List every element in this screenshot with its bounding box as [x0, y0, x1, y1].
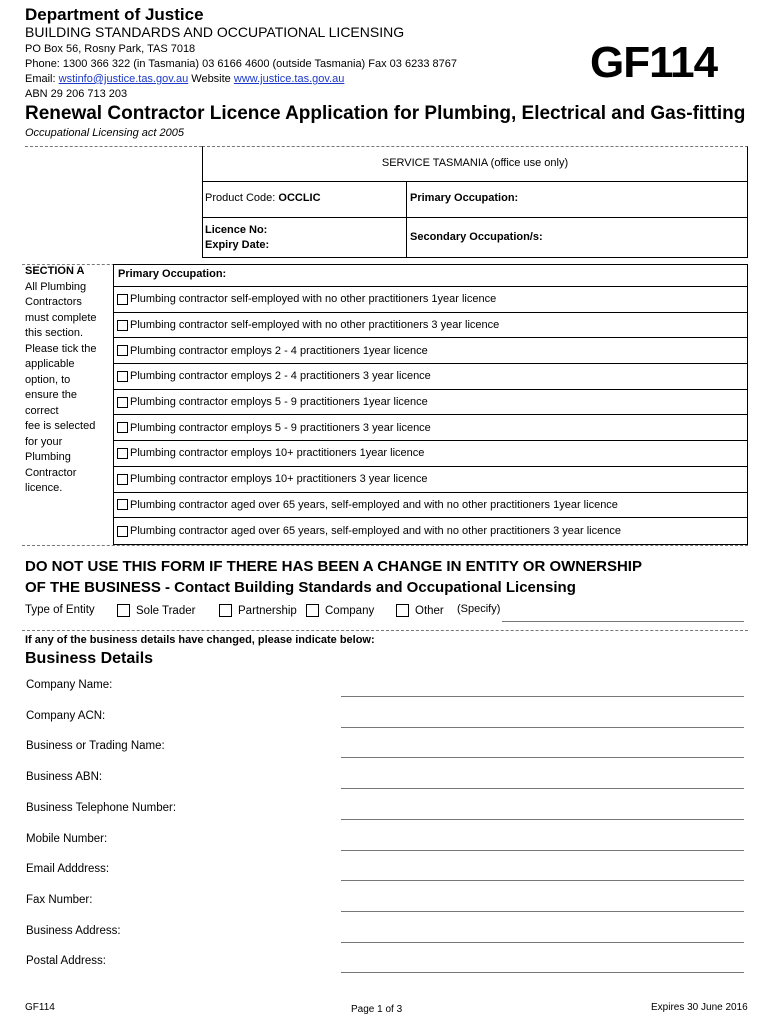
form-code: GF114: [590, 38, 718, 87]
contact-block: [25, 42, 457, 102]
primary-occupation-option[interactable]: [114, 313, 747, 339]
footer-expiry: Expires 30 June 2016: [651, 1002, 748, 1013]
specify-input-line[interactable]: [502, 621, 744, 622]
email-link[interactable]: wstinfo@justice.tas.gov.au: [58, 73, 189, 85]
section-a-text-line: ensure the: [25, 389, 77, 401]
option-label: Plumbing contractor self-employed with no other practitioners 1year licence: [130, 293, 497, 306]
form-subtitle: Occupational Licensing act 2005: [25, 127, 184, 139]
business-field-input-line[interactable]: [341, 757, 744, 758]
business-field-label: Email Adddress:: [26, 863, 110, 876]
option-label: Plumbing contractor aged over 65 years, self-employed and with no other practitioners 3 year licence: [130, 525, 621, 538]
business-field-label: Fax Number:: [26, 893, 93, 906]
divider: [22, 630, 748, 631]
business-field-input-line[interactable]: [341, 942, 744, 943]
option-label: Plumbing contractor aged over 65 years, self-employed and with no other practitioners 1year licence: [130, 498, 618, 511]
checkbox[interactable]: [219, 604, 232, 617]
product-code-cell: [203, 182, 407, 218]
checkbox[interactable]: [117, 499, 128, 510]
section-a-text-line: applicable: [25, 358, 75, 370]
checkbox[interactable]: [117, 526, 128, 537]
service-tasmania-box: [202, 146, 748, 258]
business-field-label: Business Address:: [26, 924, 121, 937]
business-field-label: Postal Address:: [26, 955, 106, 968]
primary-occupation-option[interactable]: [114, 287, 747, 313]
section-a-text-line: Contractor: [25, 466, 77, 479]
primary-occupation-option[interactable]: [114, 441, 747, 467]
primary-occupation-option[interactable]: [114, 518, 747, 544]
entity-option-other[interactable]: [396, 604, 444, 617]
division-name: BUILDING STANDARDS AND OCCUPATIONAL LICENSING: [25, 24, 405, 40]
entity-option-label: Other: [415, 604, 444, 617]
primary-occupation-option[interactable]: [114, 364, 747, 390]
section-a-text-line: for your: [25, 435, 63, 448]
primary-occupation-heading: Primary Occupation:: [114, 265, 747, 287]
warning-notice: [25, 556, 755, 598]
warning-line-2: OF THE BUSINESS - Contact Building Standards and Occupational Licensing: [25, 579, 576, 596]
entity-option-partnership[interactable]: [219, 604, 297, 617]
business-field-input-line[interactable]: [341, 788, 744, 789]
product-code-value: OCCLIC: [278, 192, 321, 204]
entity-option-label: Sole Trader: [136, 604, 196, 617]
entity-option-label: Company: [325, 604, 375, 617]
footer-form-code: GF114: [25, 1002, 55, 1013]
section-a-text-line: this section.: [25, 327, 84, 339]
expiry-date-label: Expiry Date:: [205, 239, 270, 251]
section-a-title: SECTION A: [25, 265, 85, 277]
business-details-heading: Business Details: [25, 650, 154, 667]
secondary-occupation-cell[interactable]: Secondary Occupation/s:: [410, 231, 543, 243]
business-field-input-line[interactable]: [341, 972, 744, 973]
primary-occupation-table: [113, 264, 748, 545]
section-a-text-line: must complete: [25, 311, 97, 324]
section-a-instructions: [25, 264, 113, 497]
warning-line-1: DO NOT USE THIS FORM IF THERE HAS BEEN A CHANGE IN ENTITY OR OWNERSHIP: [25, 558, 642, 575]
checkbox[interactable]: [117, 320, 128, 331]
checkbox[interactable]: [117, 345, 128, 356]
entity-option-label: Partnership: [238, 604, 297, 617]
primary-occupation-option[interactable]: [114, 493, 747, 519]
section-a-text-line: Plumbing: [25, 451, 71, 463]
service-heading: SERVICE TASMANIA (office use only): [203, 147, 747, 182]
checkbox[interactable]: [117, 397, 128, 408]
section-a-text-line: correct: [25, 404, 59, 417]
abn: ABN 29 206 713 203: [25, 88, 128, 100]
section-a-text: [25, 280, 113, 497]
business-field-label: Business ABN:: [26, 771, 103, 784]
section-a-text-line: option, to: [25, 373, 71, 386]
business-field-input-line[interactable]: [341, 819, 744, 820]
po-box: PO Box 56, Rosny Park, TAS 7018: [25, 43, 196, 55]
section-a-text-line: Contractors: [25, 296, 82, 308]
footer-page-number: Page 1 of 3: [351, 1004, 403, 1015]
checkbox[interactable]: [117, 294, 128, 305]
business-field-label: Mobile Number:: [26, 832, 108, 845]
section-a-text-line: Please tick the: [25, 342, 97, 355]
business-field-label: Company Name:: [26, 679, 113, 691]
option-label: Plumbing contractor employs 10+ practitioners 3 year licence: [130, 473, 428, 486]
business-field-input-line[interactable]: [341, 727, 744, 728]
primary-occupation-option[interactable]: [114, 415, 747, 441]
business-field-label: Business Telephone Number:: [26, 801, 177, 814]
option-label: Plumbing contractor employs 5 - 9 practitioners 1year licence: [130, 396, 428, 409]
business-field-input-line[interactable]: [341, 880, 744, 881]
website-label: Website: [191, 73, 231, 85]
checkbox[interactable]: [117, 371, 128, 382]
department-name: Department of Justice: [25, 5, 204, 24]
checkbox[interactable]: [396, 604, 409, 617]
option-label: Plumbing contractor employs 10+ practitioners 1year licence: [130, 447, 425, 460]
business-field-label: Company ACN:: [26, 709, 106, 722]
product-code-label: Product Code:: [205, 192, 276, 204]
option-label: Plumbing contractor employs 2 - 4 practitioners 1year licence: [130, 344, 428, 357]
business-field-input-line[interactable]: [341, 911, 744, 912]
entity-type-label: Type of Entity: [25, 604, 95, 616]
specify-label: (Specify): [457, 603, 501, 615]
option-label: Plumbing contractor employs 5 - 9 practitioners 3 year licence: [130, 421, 431, 434]
checkbox[interactable]: [306, 604, 319, 617]
checkbox[interactable]: [117, 474, 128, 485]
section-a-text-line: All Plumbing: [25, 280, 87, 293]
business-field-input-line[interactable]: [341, 850, 744, 851]
primary-occupation-cell[interactable]: Primary Occupation:: [407, 182, 747, 218]
licence-no-label: Licence No:: [205, 224, 268, 236]
checkbox[interactable]: [117, 448, 128, 459]
business-field-label: Business or Trading Name:: [26, 740, 165, 753]
checkbox[interactable]: [117, 604, 130, 617]
divider: [25, 146, 202, 147]
email-website-line: [25, 72, 457, 87]
change-note: If any of the business details have changed, please indicate below:: [25, 634, 375, 646]
phone-fax: Phone: 1300 366 322 (in Tasmania) 03 6166 4600 (outside Tasmania) Fax 03 6233 8767: [25, 58, 457, 70]
option-label: Plumbing contractor self-employed with no other practitioners 3 year licence: [130, 319, 500, 332]
form-title: Renewal Contractor Licence Application for Plumbing, Electrical and Gas-fitting: [25, 103, 746, 124]
section-a-text-line: fee is selected: [25, 420, 96, 432]
entity-option-sole-trader[interactable]: [117, 604, 195, 617]
email-label: Email:: [25, 73, 56, 85]
licence-expiry-cell[interactable]: [203, 218, 407, 258]
business-field-input-line[interactable]: [341, 696, 744, 697]
primary-occupation-option[interactable]: [114, 338, 747, 364]
primary-occupation-option[interactable]: [114, 467, 747, 493]
primary-occupation-option[interactable]: [114, 390, 747, 416]
section-a-text-line: licence.: [25, 482, 63, 494]
website-link[interactable]: www.justice.tas.gov.au: [233, 73, 345, 85]
checkbox[interactable]: [117, 422, 128, 433]
option-label: Plumbing contractor employs 2 - 4 practitioners 3 year licence: [130, 370, 431, 383]
entity-option-company[interactable]: [306, 604, 374, 617]
